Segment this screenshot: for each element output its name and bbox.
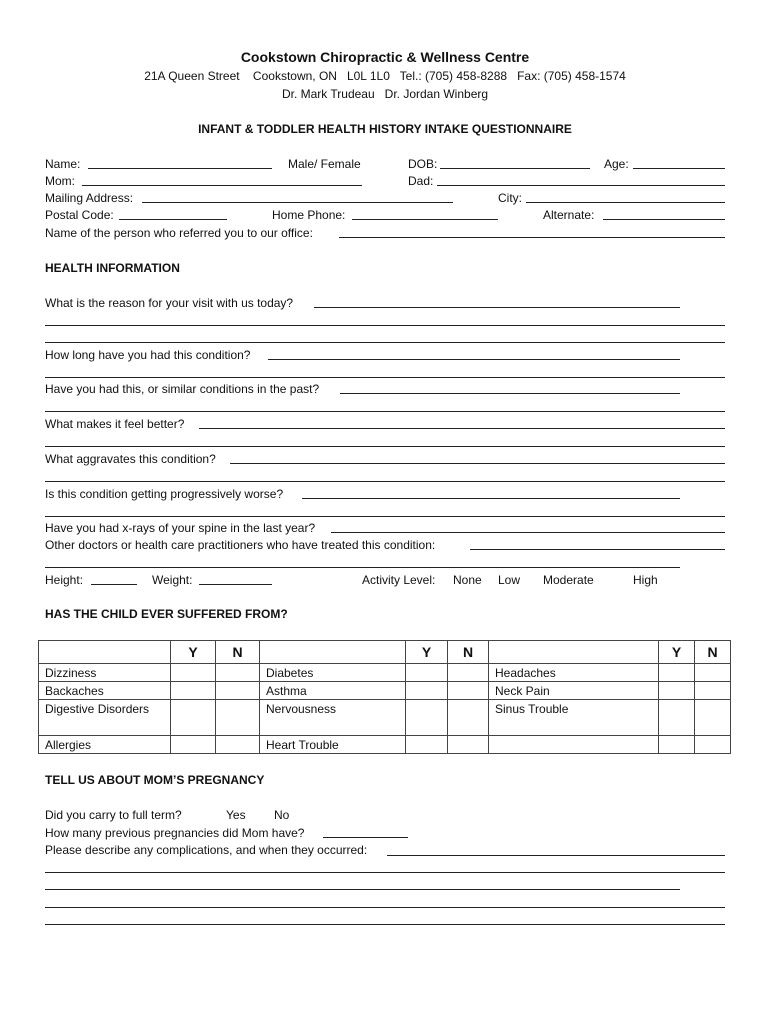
condition-label: Heart Trouble: [260, 736, 406, 754]
condition-label: Sinus Trouble: [489, 700, 659, 736]
worse-field[interactable]: [302, 498, 680, 499]
condition-label: Dizziness: [39, 664, 171, 682]
reason-question: What is the reason for your visit with us today?: [45, 296, 294, 310]
complications-field-line[interactable]: [45, 907, 725, 908]
no-header: N: [695, 641, 731, 664]
conditions-table: [38, 640, 731, 754]
xrays-field[interactable]: [331, 532, 725, 533]
activity-label: Activity Level:: [362, 573, 436, 587]
activity-moderate-option[interactable]: Moderate: [543, 573, 594, 587]
weight-field[interactable]: [199, 584, 272, 585]
no-checkbox[interactable]: [448, 700, 489, 736]
yes-checkbox[interactable]: [406, 700, 448, 736]
no-checkbox[interactable]: [448, 664, 489, 682]
activity-high-option[interactable]: High: [633, 573, 658, 587]
better-question: What makes it feel better?: [45, 417, 185, 431]
full-term-yes-option[interactable]: Yes: [226, 808, 246, 822]
name-label: Name:: [45, 157, 81, 171]
yes-checkbox[interactable]: [171, 700, 216, 736]
condition-label: [489, 736, 659, 754]
past-field-line[interactable]: [45, 411, 725, 412]
mailing-field[interactable]: [142, 202, 453, 203]
table-header-cell: [39, 641, 171, 664]
yes-checkbox[interactable]: [171, 664, 216, 682]
full-term-no-option[interactable]: No: [274, 808, 290, 822]
full-term-question: Did you carry to full term?: [45, 808, 182, 822]
condition-label: Headaches: [489, 664, 659, 682]
table-header-cell: [489, 641, 659, 664]
alternate-field[interactable]: [603, 219, 725, 220]
other-doctors-question: Other doctors or health care practitioners who have treated this condition:: [45, 538, 436, 552]
yes-checkbox[interactable]: [406, 736, 448, 754]
no-checkbox[interactable]: [216, 682, 260, 700]
clinic-doctors: Dr. Mark Trudeau Dr. Jordan Winberg: [281, 87, 489, 101]
complications-field-line[interactable]: [45, 872, 725, 873]
reason-field-line[interactable]: [45, 325, 725, 326]
condition-label: Asthma: [260, 682, 406, 700]
no-header: N: [216, 641, 260, 664]
no-checkbox[interactable]: [695, 700, 731, 736]
aggravates-question: What aggravates this condition?: [45, 452, 216, 466]
age-field[interactable]: [633, 168, 725, 169]
postal-label: Postal Code:: [45, 208, 114, 222]
previous-pregnancies-field[interactable]: [323, 837, 408, 838]
condition-label: Nervousness: [260, 700, 406, 736]
condition-label: Backaches: [39, 682, 171, 700]
other-doctors-field-line[interactable]: [45, 567, 680, 568]
reason-field[interactable]: [314, 307, 680, 308]
no-checkbox[interactable]: [695, 682, 731, 700]
health-heading: HEALTH INFORMATION: [45, 261, 180, 275]
xrays-question: Have you had x-rays of your spine in the last year?: [45, 521, 316, 535]
yes-checkbox[interactable]: [406, 682, 448, 700]
complications-field-line[interactable]: [45, 924, 725, 925]
condition-label: Allergies: [39, 736, 171, 754]
home-phone-field[interactable]: [352, 219, 498, 220]
city-field[interactable]: [526, 202, 725, 203]
clinic-name: Cookstown Chiropractic & Wellness Centre: [240, 49, 530, 65]
yes-header: Y: [406, 641, 448, 664]
yes-checkbox[interactable]: [659, 682, 695, 700]
conditions-heading: HAS THE CHILD EVER SUFFERED FROM?: [45, 607, 288, 621]
home-phone-label: Home Phone:: [272, 208, 346, 222]
how-long-question: How long have you had this condition?: [45, 348, 251, 362]
complications-field[interactable]: [387, 855, 725, 856]
activity-low-option[interactable]: Low: [498, 573, 521, 587]
aggravates-field[interactable]: [230, 463, 725, 464]
yes-checkbox[interactable]: [406, 664, 448, 682]
height-label: Height:: [45, 573, 84, 587]
yes-header: Y: [171, 641, 216, 664]
dob-field[interactable]: [440, 168, 590, 169]
form-title: INFANT & TODDLER HEALTH HISTORY INTAKE QUESTIONNAIRE: [198, 122, 572, 136]
table-header-row: [39, 641, 731, 664]
postal-field[interactable]: [119, 219, 227, 220]
referred-label: Name of the person who referred you to our office:: [45, 226, 313, 240]
no-checkbox[interactable]: [216, 664, 260, 682]
better-field-line[interactable]: [45, 446, 725, 447]
no-checkbox[interactable]: [695, 664, 731, 682]
yes-checkbox[interactable]: [659, 700, 695, 736]
past-field[interactable]: [340, 393, 680, 394]
reason-field-line[interactable]: [45, 342, 725, 343]
complications-field-line[interactable]: [45, 889, 680, 890]
name-field[interactable]: [88, 168, 272, 169]
table-row: [39, 682, 731, 700]
no-checkbox[interactable]: [216, 700, 260, 736]
yes-checkbox[interactable]: [659, 664, 695, 682]
no-checkbox[interactable]: [216, 736, 260, 754]
previous-pregnancies-question: How many previous pregnancies did Mom have?: [45, 826, 305, 840]
no-header: N: [448, 641, 489, 664]
height-field[interactable]: [91, 584, 137, 585]
no-checkbox[interactable]: [448, 682, 489, 700]
activity-none-option[interactable]: None: [453, 573, 482, 587]
worse-field-line[interactable]: [45, 516, 725, 517]
pregnancy-heading: TELL US ABOUT MOM’S PREGNANCY: [45, 773, 265, 787]
dad-field[interactable]: [437, 185, 725, 186]
yes-checkbox[interactable]: [171, 682, 216, 700]
yes-header: Y: [659, 641, 695, 664]
table-header-cell: [260, 641, 406, 664]
better-field[interactable]: [199, 428, 725, 429]
no-checkbox[interactable]: [695, 736, 731, 754]
table-row: [39, 736, 731, 754]
referred-field[interactable]: [339, 237, 725, 238]
past-question: Have you had this, or similar conditions in the past?: [45, 382, 320, 396]
worse-question: Is this condition getting progressively worse?: [45, 487, 284, 501]
aggravates-field-line[interactable]: [45, 481, 725, 482]
clinic-address: 21A Queen Street Cookstown, ON L0L 1L0 Tel.: (705) 458-8288 Fax: (705) 458-1574: [144, 69, 626, 83]
age-label: Age:: [604, 157, 629, 171]
how-long-field-line[interactable]: [45, 377, 725, 378]
dad-label: Dad:: [408, 174, 434, 188]
condition-label: Neck Pain: [489, 682, 659, 700]
mom-label: Mom:: [45, 174, 75, 188]
weight-label: Weight:: [152, 573, 193, 587]
condition-label: Diabetes: [260, 664, 406, 682]
alternate-label: Alternate:: [543, 208, 595, 222]
condition-label: Digestive Disorders: [39, 700, 171, 736]
how-long-field[interactable]: [268, 359, 680, 360]
sex-label: Male/ Female: [288, 157, 361, 171]
yes-checkbox[interactable]: [659, 736, 695, 754]
mailing-label: Mailing Address:: [45, 191, 134, 205]
table-row: [39, 700, 731, 736]
yes-checkbox[interactable]: [171, 736, 216, 754]
complications-question: Please describe any complications, and when they occurred:: [45, 843, 368, 857]
dob-label: DOB:: [408, 157, 438, 171]
no-checkbox[interactable]: [448, 736, 489, 754]
mom-field[interactable]: [82, 185, 362, 186]
other-doctors-field[interactable]: [470, 549, 725, 550]
table-row: [39, 664, 731, 682]
city-label: City:: [498, 191, 522, 205]
